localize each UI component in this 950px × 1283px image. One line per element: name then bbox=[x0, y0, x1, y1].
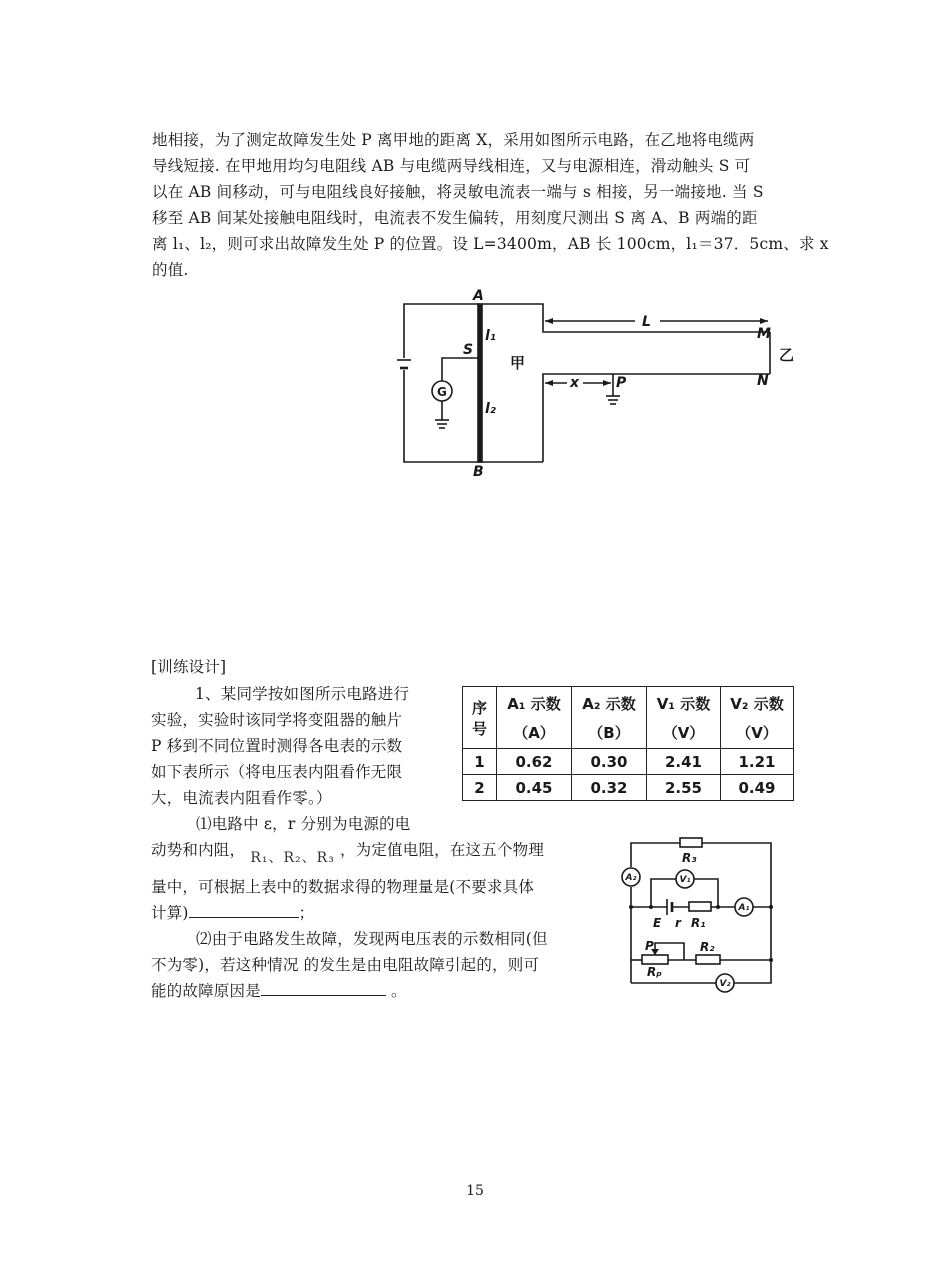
table-row bbox=[463, 775, 794, 801]
label-jia: 甲 bbox=[510, 354, 526, 372]
question-line: 大，电流表内阻看作零。） bbox=[151, 789, 332, 807]
part-1-line: 量中，可根据上表中的数据求得的物理量是(不要求具体 bbox=[151, 878, 535, 896]
intro-line: 地相接，为了测定故障发生处 P 离甲地的距离 X，采用如图所示电路，在乙地将电缆两 bbox=[152, 131, 755, 149]
table-cell: 0.32 bbox=[572, 775, 647, 801]
table-header: V₁ 示数 （V） bbox=[647, 687, 721, 749]
label-p: P bbox=[645, 939, 654, 953]
label-rp: Rₚ bbox=[647, 965, 662, 979]
table-header-row bbox=[463, 687, 794, 749]
table-cell: 0.45 bbox=[497, 775, 572, 801]
part-1-line: 动势和内阻， R₁、R₂、R₃ ，为定值电阻，在这五个物理 bbox=[151, 841, 545, 866]
part-1-line: ⑴电路中 ε，r 分别为电源的电 bbox=[196, 815, 411, 833]
label-yi: 乙 bbox=[779, 346, 795, 364]
question-line: P 移到不同位置时测得各电表的示数 bbox=[151, 737, 403, 755]
table-cell: 2.55 bbox=[647, 775, 721, 801]
label-a: A bbox=[473, 288, 484, 304]
table-header: 序 号 bbox=[463, 687, 497, 749]
label-r1: R₁ bbox=[691, 916, 706, 930]
label-s: S bbox=[463, 342, 474, 358]
question-line: 实验，实验时该同学将变阻器的触片 bbox=[151, 711, 403, 729]
meter-readings-table bbox=[462, 686, 794, 801]
ammeter-a2-icon: A₂ bbox=[625, 873, 637, 883]
galvanometer-icon: G bbox=[437, 385, 447, 399]
intro-paragraph bbox=[152, 127, 829, 283]
part-1-line: 计算) ； bbox=[151, 900, 611, 926]
meter-circuit-diagram bbox=[618, 833, 783, 1003]
intro-line: 以在 AB 间移动，可与电阻线良好接触，将灵敏电流表一端与 s 相接，另一端接地. 当 S bbox=[152, 183, 764, 201]
table-header: A₁ 示数 （A） bbox=[497, 687, 572, 749]
intro-line: 的值. bbox=[152, 261, 189, 279]
label-l-length: L bbox=[642, 314, 651, 330]
intro-line: 导线短接. 在甲地用均匀电阻线 AB 与电缆两导线相连，又与电源相连，滑动触头 S 可 bbox=[152, 157, 751, 175]
label-m: M bbox=[757, 326, 771, 342]
practice-heading: [训练设计] bbox=[151, 658, 227, 676]
label-x: x bbox=[570, 375, 580, 391]
answer-blank-2[interactable] bbox=[261, 979, 386, 996]
table-header: V₂ 示数 （V） bbox=[721, 687, 794, 749]
label-b: B bbox=[473, 464, 484, 480]
answer-blank-1[interactable] bbox=[189, 901, 299, 918]
part-2-line: ⑵由于电路发生故障，发现两电压表的示数相同(但 bbox=[196, 930, 548, 948]
voltmeter-v2-icon: V₂ bbox=[719, 979, 731, 989]
page-number: 15 bbox=[466, 1183, 484, 1199]
intro-line: 移至 AB 间某处接触电阻线时，电流表不发生偏转，用刻度尺测出 S 离 A、B 两端的距 bbox=[152, 209, 758, 227]
label-r: r bbox=[675, 916, 681, 930]
table-cell: 2 bbox=[463, 775, 497, 801]
table-cell: 0.30 bbox=[572, 749, 647, 775]
question-line: 1、某同学按如图所示电路进行 bbox=[195, 685, 410, 703]
label-r2: R₂ bbox=[700, 940, 715, 954]
table-cell: 1 bbox=[463, 749, 497, 775]
cable-circuit-diagram bbox=[395, 288, 815, 483]
label-p: P bbox=[616, 375, 627, 391]
label-l2: l₂ bbox=[485, 401, 496, 417]
question-line: 如下表所示（将电压表内阻看作无限 bbox=[151, 763, 403, 781]
table-cell: 1.21 bbox=[721, 749, 794, 775]
table-cell: 2.41 bbox=[647, 749, 721, 775]
label-r3: R₃ bbox=[682, 851, 697, 865]
table-cell: 0.62 bbox=[497, 749, 572, 775]
ammeter-a1-icon: A₁ bbox=[738, 903, 750, 913]
table-header: A₂ 示数 （B） bbox=[572, 687, 647, 749]
resistor-symbols: R₁、R₂、R₃ bbox=[250, 850, 335, 866]
voltmeter-v1-icon: V₁ bbox=[679, 875, 691, 885]
part-2-line: 能的故障原因是 。 bbox=[151, 978, 611, 1004]
table-row bbox=[463, 749, 794, 775]
label-l1: l₁ bbox=[485, 328, 496, 344]
part-2-line: 不为零)，若这种情况 的发生是由电阻故障引起的，则可 bbox=[151, 956, 540, 974]
label-e: E bbox=[653, 916, 662, 930]
intro-line: 离 l₁、l₂，则可求出故障发生处 P 的位置。设 L=3400m，AB 长 100cm，l₁＝37．5cm、求 x bbox=[152, 235, 829, 253]
table-cell: 0.49 bbox=[721, 775, 794, 801]
label-n: N bbox=[757, 373, 769, 389]
